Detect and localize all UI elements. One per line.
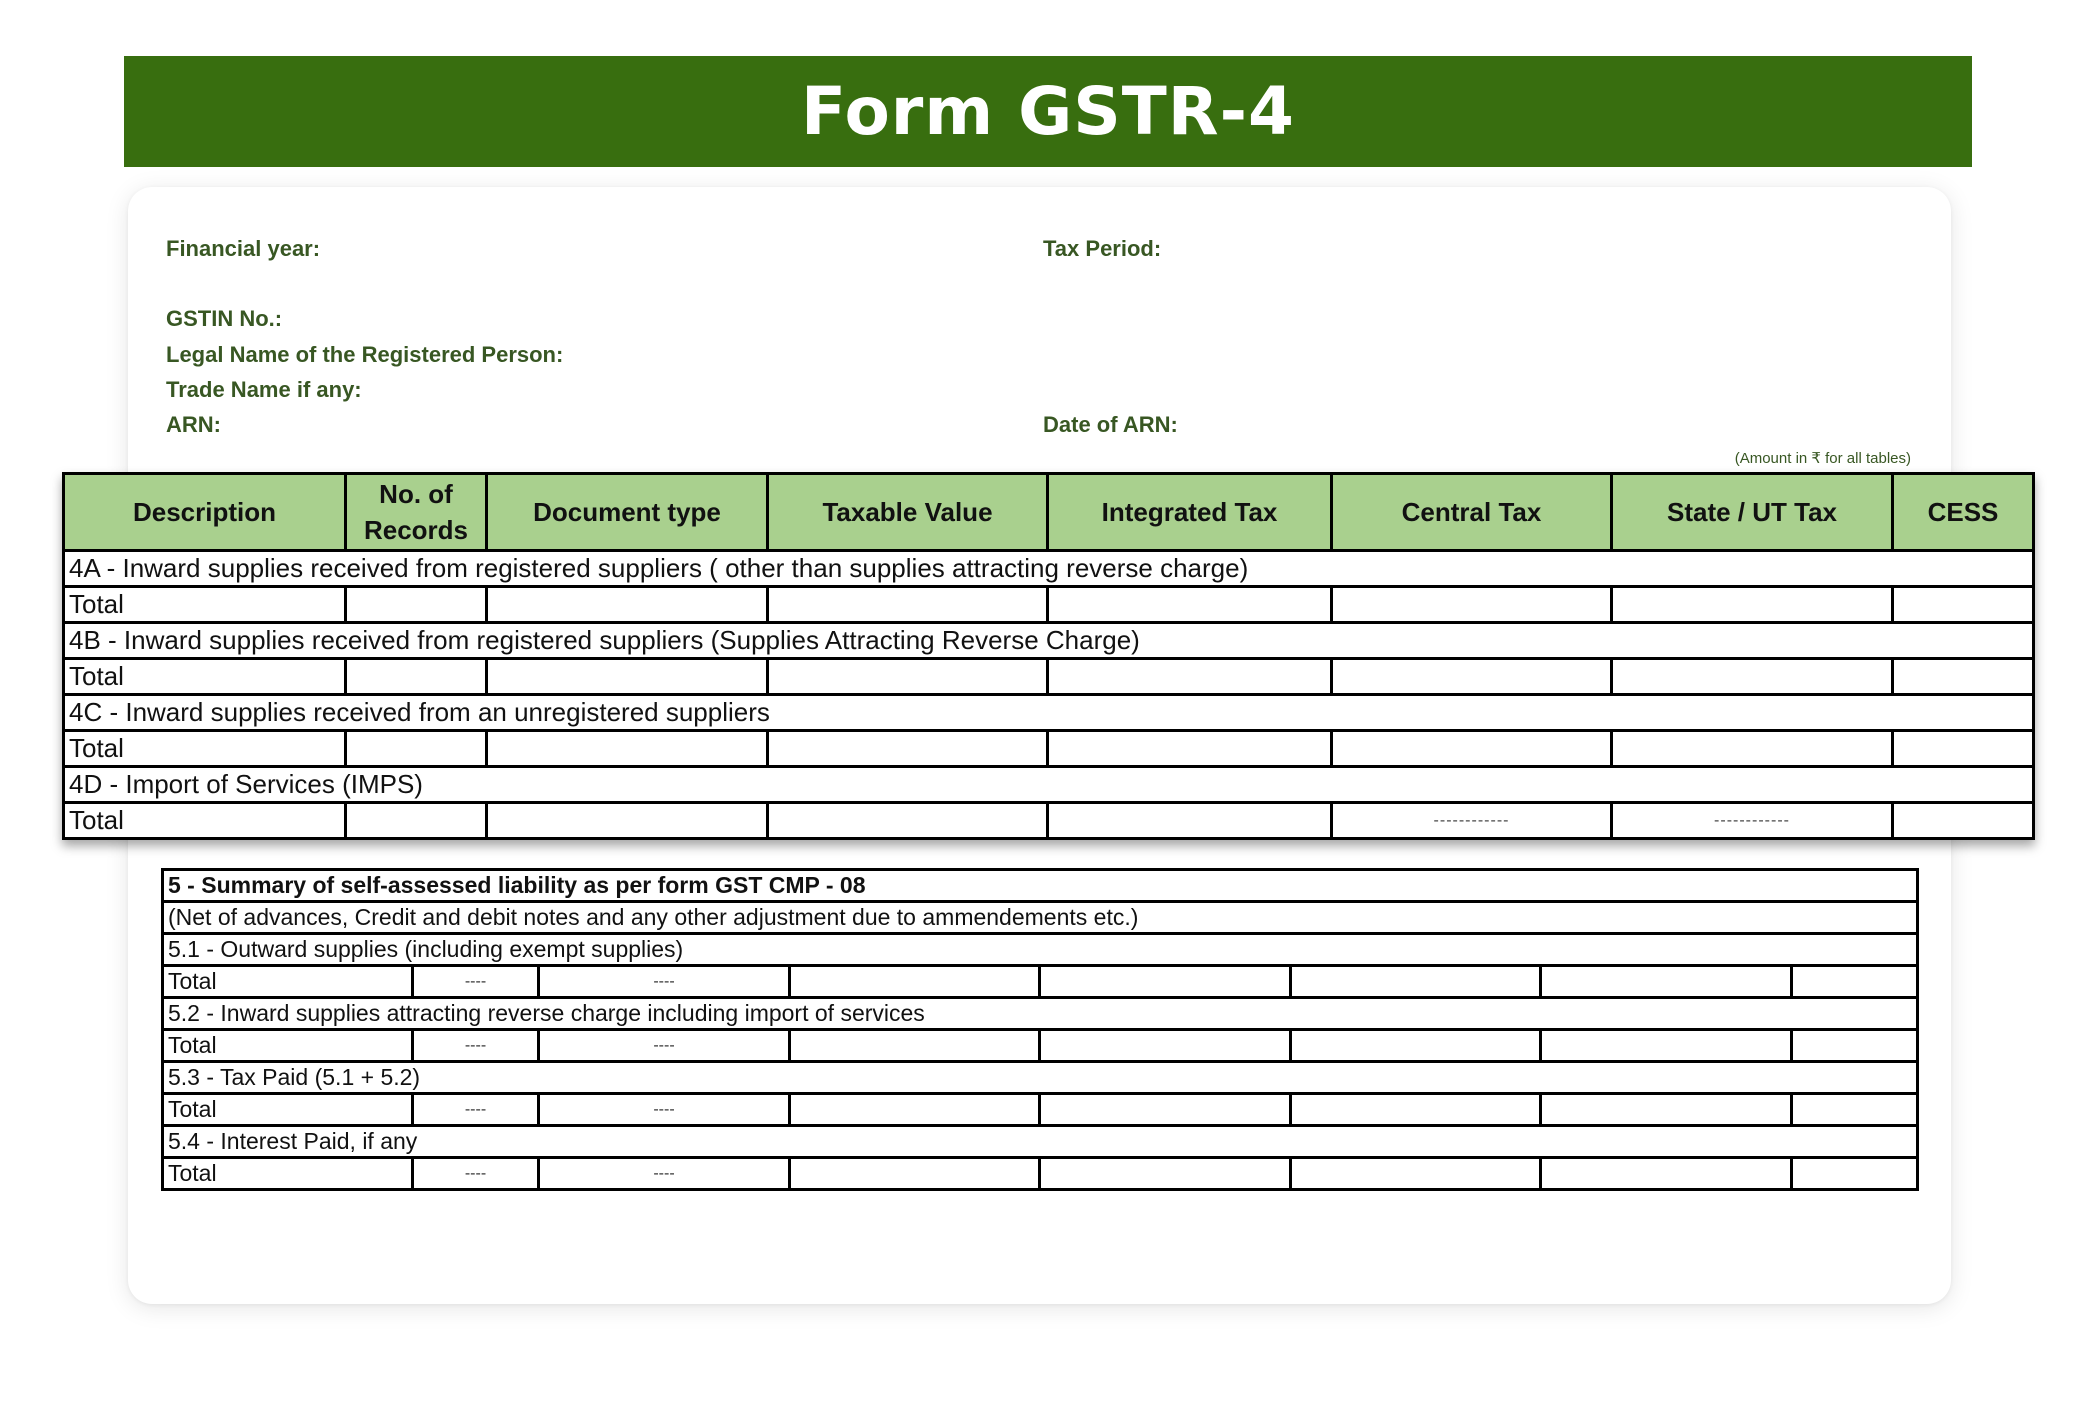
records-cell[interactable]: [346, 587, 487, 623]
header-central-tax: Central Tax: [1332, 474, 1612, 551]
total-label: Total: [163, 966, 413, 998]
taxable-value-cell[interactable]: [790, 966, 1040, 998]
integrated-tax-cell[interactable]: [1048, 587, 1332, 623]
cess-cell[interactable]: [1893, 731, 2034, 767]
table5-subtitle: (Net of advances, Credit and debit notes and any other adjustment due to ammendements etc.): [163, 902, 1918, 934]
table-row: [163, 1094, 1918, 1126]
central-tax-cell[interactable]: [1291, 966, 1541, 998]
financial-year-label: Financial year:: [166, 236, 321, 261]
records-cell[interactable]: [346, 803, 487, 839]
table-row: [64, 551, 2034, 587]
total-label: Total: [163, 1158, 413, 1190]
central-tax-cell[interactable]: [1332, 587, 1612, 623]
title-banner: [124, 56, 1972, 167]
total-label: Total: [163, 1030, 413, 1062]
taxable-value-cell[interactable]: [768, 731, 1048, 767]
legal-name-label: Legal Name of the Registered Person:: [166, 342, 564, 367]
taxable-value-cell[interactable]: [790, 1094, 1040, 1126]
form-title: Form GSTR-4: [801, 73, 1295, 150]
table-row: [163, 902, 1918, 934]
central-tax-cell[interactable]: [1332, 659, 1612, 695]
date-of-arn-label: Date of ARN:: [1043, 412, 1178, 437]
header-cess: CESS: [1893, 474, 2034, 551]
table-row: [163, 1062, 1918, 1094]
total-label: Total: [64, 731, 346, 767]
table-row: [163, 966, 1918, 998]
records-cell: ----: [413, 1158, 539, 1190]
section-title: 5.2 - Inward supplies attracting reverse charge including import of services: [163, 998, 1918, 1030]
header-integrated-tax: Integrated Tax: [1048, 474, 1332, 551]
table-row: [64, 731, 2034, 767]
cess-cell[interactable]: [1893, 803, 2034, 839]
integrated-tax-cell[interactable]: [1040, 1158, 1291, 1190]
cess-cell[interactable]: [1792, 1158, 1918, 1190]
integrated-tax-cell[interactable]: [1040, 1094, 1291, 1126]
arn-label: ARN:: [166, 412, 221, 437]
doc-type-cell: ----: [539, 1030, 790, 1062]
central-tax-cell[interactable]: [1332, 731, 1612, 767]
total-label: Total: [64, 659, 346, 695]
doc-type-cell[interactable]: [487, 803, 768, 839]
table-row: [64, 587, 2034, 623]
cess-cell[interactable]: [1893, 659, 2034, 695]
doc-type-cell[interactable]: [487, 659, 768, 695]
central-tax-cell[interactable]: [1291, 1030, 1541, 1062]
header-no-of-records: No. of Records: [346, 474, 487, 551]
state-tax-cell[interactable]: [1541, 1030, 1792, 1062]
table-row: [64, 803, 2034, 839]
integrated-tax-cell[interactable]: [1040, 1030, 1291, 1062]
integrated-tax-cell[interactable]: [1048, 803, 1332, 839]
section-title: 4C - Inward supplies received from an unregistered suppliers: [64, 695, 2034, 731]
records-cell: ----: [413, 966, 539, 998]
state-tax-cell: ------------: [1612, 803, 1893, 839]
cess-cell[interactable]: [1792, 1094, 1918, 1126]
doc-type-cell[interactable]: [487, 587, 768, 623]
total-label: Total: [163, 1094, 413, 1126]
table-row: [163, 870, 1918, 902]
header-row: [64, 474, 2034, 551]
records-cell[interactable]: [346, 731, 487, 767]
taxable-value-cell[interactable]: [790, 1030, 1040, 1062]
table-row: [64, 623, 2034, 659]
taxable-value-cell[interactable]: [768, 587, 1048, 623]
table-row: [64, 767, 2034, 803]
cess-cell[interactable]: [1792, 1030, 1918, 1062]
integrated-tax-cell[interactable]: [1040, 966, 1291, 998]
state-tax-cell[interactable]: [1541, 966, 1792, 998]
state-tax-cell[interactable]: [1612, 731, 1893, 767]
header-document-type: Document type: [487, 474, 768, 551]
doc-type-cell: ----: [539, 1158, 790, 1190]
records-cell[interactable]: [346, 659, 487, 695]
state-tax-cell[interactable]: [1541, 1094, 1792, 1126]
tax-period-label: Tax Period:: [1043, 236, 1162, 261]
table-row: [163, 1158, 1918, 1190]
header-taxable-value: Taxable Value: [768, 474, 1048, 551]
central-tax-cell[interactable]: [1291, 1094, 1541, 1126]
state-tax-cell[interactable]: [1612, 587, 1893, 623]
central-tax-cell[interactable]: [1291, 1158, 1541, 1190]
state-tax-cell[interactable]: [1541, 1158, 1792, 1190]
table-row: [163, 998, 1918, 1030]
doc-type-cell[interactable]: [487, 731, 768, 767]
section-title: 4B - Inward supplies received from registered suppliers (Supplies Attracting Reverse Charge): [64, 623, 2034, 659]
section-title: 5.4 - Interest Paid, if any: [163, 1126, 1918, 1158]
taxable-value-cell[interactable]: [768, 803, 1048, 839]
table-row: [64, 659, 2034, 695]
amount-note: (Amount in ₹ for all tables): [1734, 450, 1911, 467]
doc-type-cell: ----: [539, 1094, 790, 1126]
integrated-tax-cell[interactable]: [1048, 731, 1332, 767]
records-cell: ----: [413, 1030, 539, 1062]
cess-cell[interactable]: [1792, 966, 1918, 998]
table-row: [64, 695, 2034, 731]
section-title: 4A - Inward supplies received from registered suppliers ( other than supplies attracting reverse charge): [64, 551, 2034, 587]
taxable-value-cell[interactable]: [768, 659, 1048, 695]
total-label: Total: [64, 803, 346, 839]
central-tax-cell: ------------: [1332, 803, 1612, 839]
table5-title: 5 - Summary of self-assessed liability as per form GST CMP - 08: [163, 870, 1918, 902]
header-state-ut-tax: State / UT Tax: [1612, 474, 1893, 551]
table-row: [163, 1030, 1918, 1062]
section-title: 5.3 - Tax Paid (5.1 + 5.2): [163, 1062, 1918, 1094]
table-row: [163, 934, 1918, 966]
doc-type-cell: ----: [539, 966, 790, 998]
gstin-label: GSTIN No.:: [166, 306, 283, 331]
total-label: Total: [64, 587, 346, 623]
section-title: 5.1 - Outward supplies (including exempt supplies): [163, 934, 1918, 966]
table-4-inward-supplies: [62, 472, 2035, 840]
table-row: [163, 1126, 1918, 1158]
table-5-summary: [161, 868, 1919, 1191]
section-title: 4D - Import of Services (IMPS): [64, 767, 2034, 803]
records-cell: ----: [413, 1094, 539, 1126]
cess-cell[interactable]: [1893, 587, 2034, 623]
state-tax-cell[interactable]: [1612, 659, 1893, 695]
integrated-tax-cell[interactable]: [1048, 659, 1332, 695]
taxable-value-cell[interactable]: [790, 1158, 1040, 1190]
trade-name-label: Trade Name if any:: [166, 377, 362, 402]
header-description: Description: [64, 474, 346, 551]
